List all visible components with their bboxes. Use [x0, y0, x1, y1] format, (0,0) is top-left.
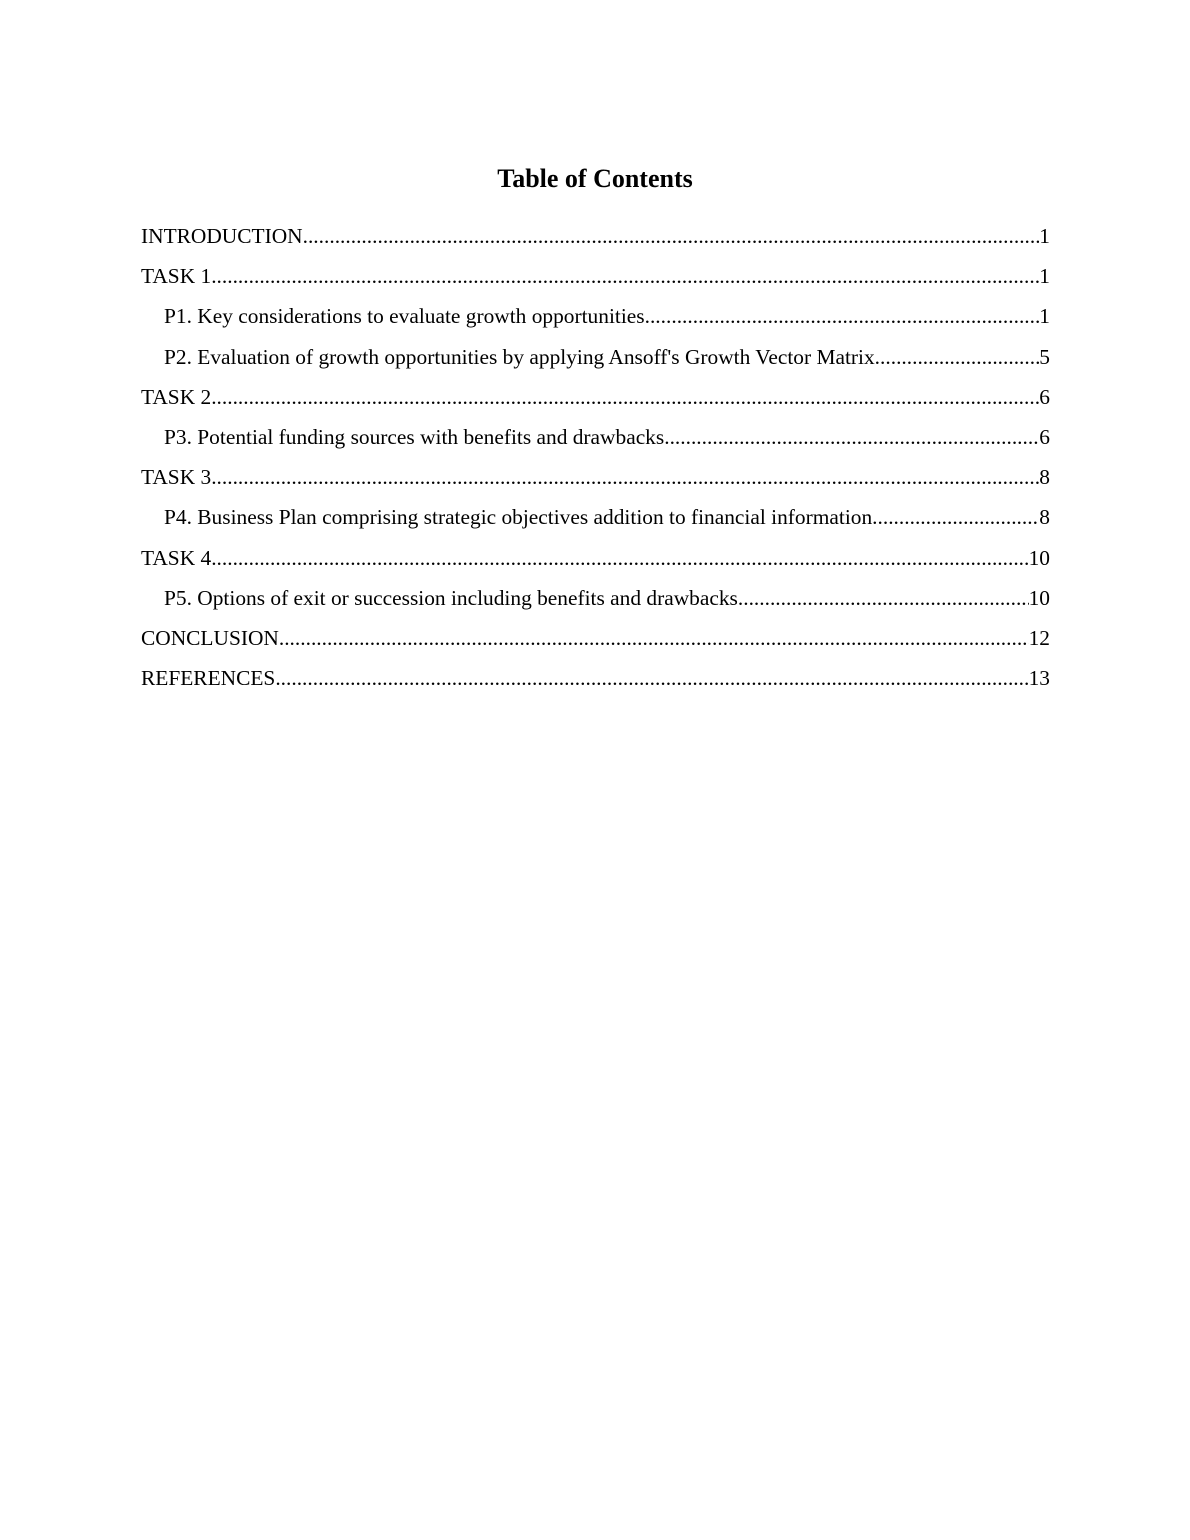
toc-dot-leader [645, 296, 1040, 336]
toc-dot-leader [211, 457, 1039, 497]
toc-entry-label: P2. Evaluation of growth opportunities by applying Ansoff's Growth Vector Matrix [164, 344, 875, 369]
toc-list [141, 216, 1050, 698]
toc-entry-label: TASK 3 [141, 465, 212, 490]
toc-page-number: 12 [1028, 625, 1050, 650]
toc-entry-label: INTRODUCTION [141, 224, 303, 248]
toc-entry-p4[interactable] [141, 497, 1050, 537]
toc-entry-conclusion[interactable] [141, 618, 1050, 658]
toc-dot-leader [211, 377, 1039, 417]
toc-entry-label: CONCLUSION [141, 625, 279, 650]
toc-dot-leader [279, 618, 1029, 658]
toc-page-number: 1 [1039, 304, 1050, 329]
toc-entry-task-2[interactable] [141, 377, 1050, 417]
toc-dot-leader [211, 256, 1039, 296]
toc-page-number: 10 [1028, 545, 1050, 570]
toc-entry-label: P1. Key considerations to evaluate growth opportunities [164, 304, 645, 329]
toc-entry-label: TASK 1 [141, 264, 212, 289]
toc-dot-leader [303, 216, 1040, 256]
toc-page-number: 10 [1028, 585, 1050, 610]
toc-dot-leader [875, 337, 1040, 377]
toc-entry-label: REFERENCES [141, 666, 276, 691]
toc-page-number: 5 [1039, 344, 1050, 369]
toc-entry-task-4[interactable] [141, 538, 1050, 578]
toc-dot-leader [275, 658, 1028, 698]
toc-entry-p2[interactable] [141, 337, 1050, 377]
toc-entry-task-1[interactable] [141, 256, 1050, 296]
toc-dot-leader [872, 497, 1039, 537]
toc-entry-task-3[interactable] [141, 457, 1050, 497]
toc-page-number: 1 [1039, 224, 1050, 248]
toc-entry-label: P4. Business Plan comprising strategic objectives addition to financial information [164, 505, 873, 530]
toc-entry-introduction[interactable] [141, 216, 1050, 256]
toc-dot-leader [738, 578, 1029, 618]
toc-entry-label: TASK 2 [141, 384, 212, 409]
toc-entry-p1[interactable] [141, 296, 1050, 336]
toc-page-number: 1 [1039, 264, 1050, 289]
toc-page-number: 8 [1039, 505, 1050, 530]
toc-entry-p5[interactable] [141, 578, 1050, 618]
toc-entry-label: TASK 4 [141, 545, 212, 570]
toc-page-number: 13 [1028, 666, 1050, 691]
toc-page-number: 6 [1039, 424, 1050, 449]
toc-entry-label: P3. Potential funding sources with benefits and drawbacks [164, 424, 665, 449]
toc-entry-references[interactable] [141, 658, 1050, 698]
toc-title: Table of Contents [497, 164, 693, 193]
toc-entry-label: P5. Options of exit or succession including benefits and drawbacks [164, 585, 738, 610]
toc-entry-p3[interactable] [141, 417, 1050, 457]
toc-page-number: 6 [1039, 384, 1050, 409]
toc-dot-leader [211, 538, 1028, 578]
toc-page-number: 8 [1039, 465, 1050, 490]
toc-dot-leader [664, 417, 1039, 457]
